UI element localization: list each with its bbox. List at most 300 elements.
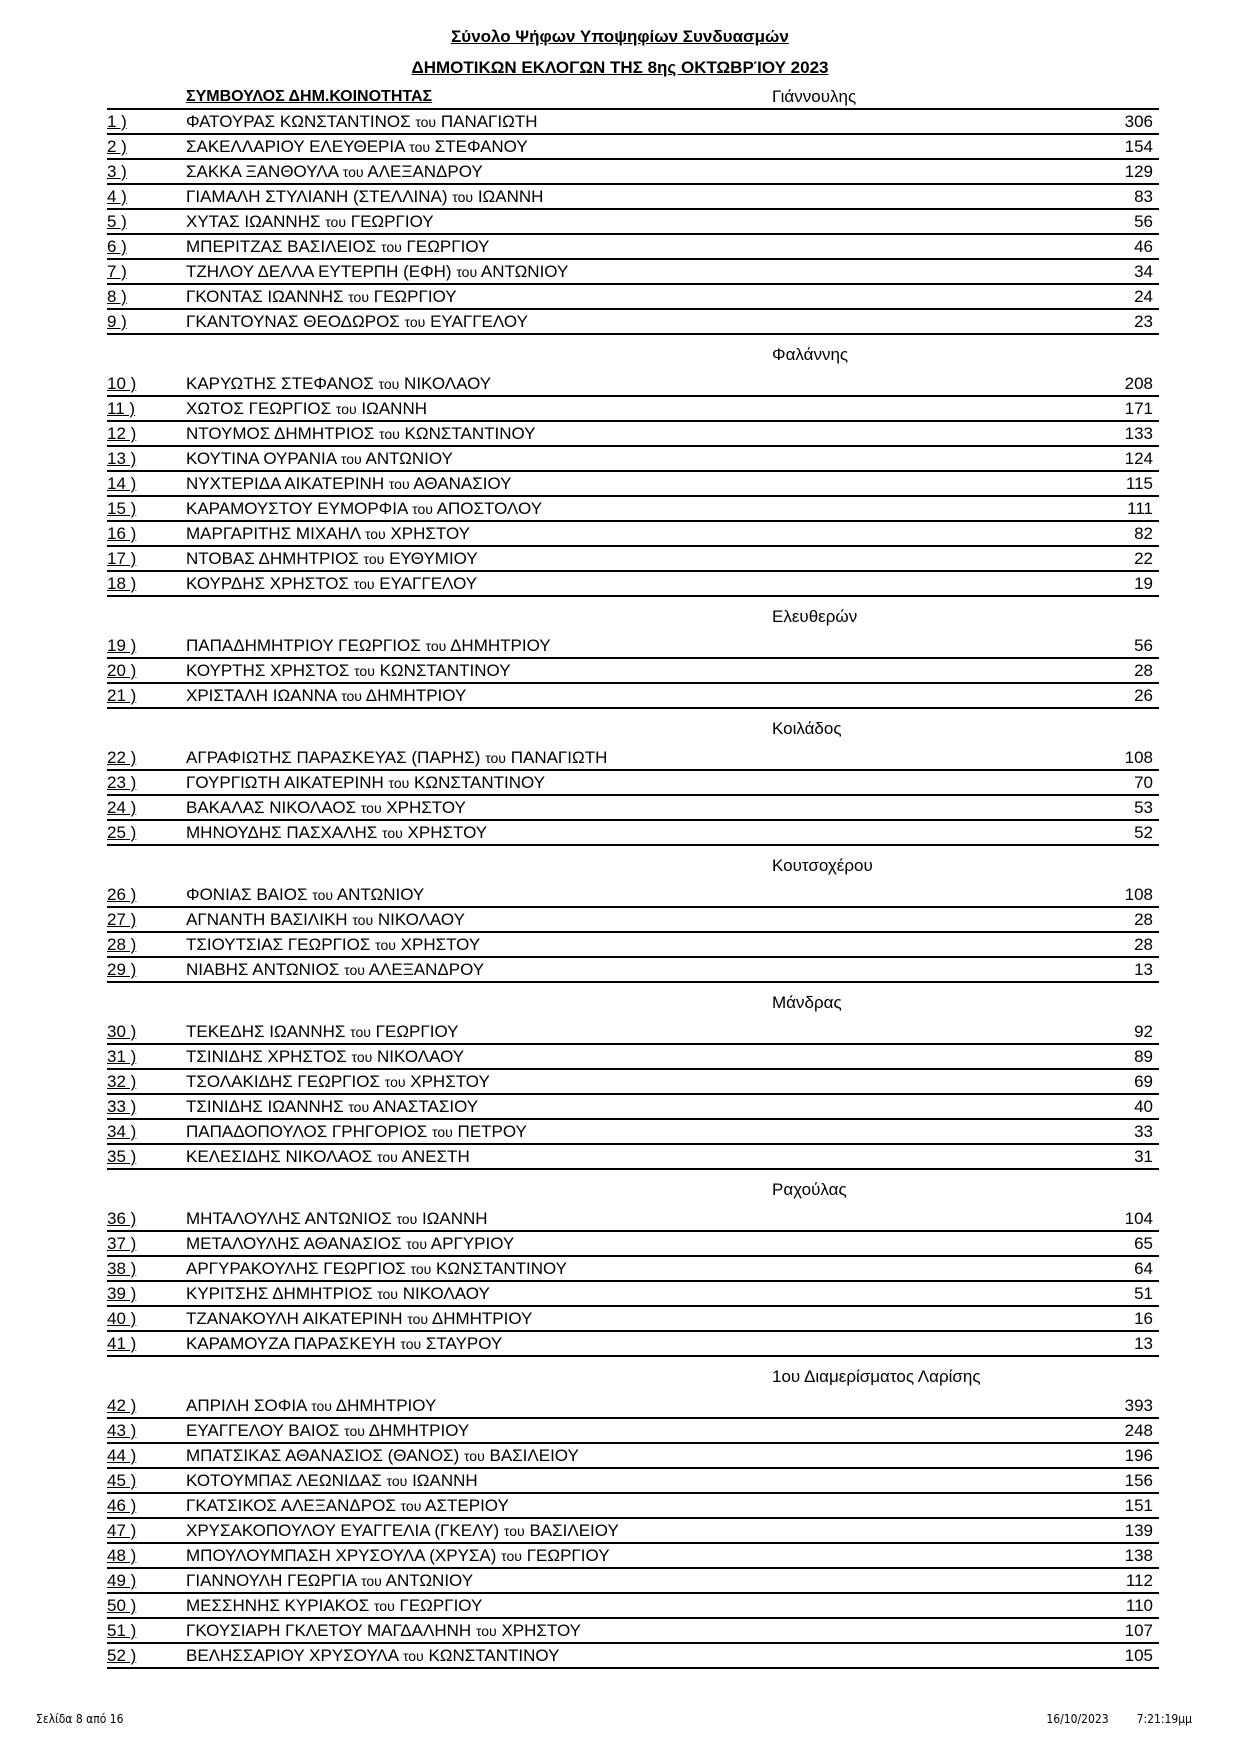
connector-word: του <box>340 451 362 467</box>
candidate-surname: ΧΩΤΟΣ ΓΕΩΡΓΙΟΣ <box>186 399 332 418</box>
connector-word: του <box>352 912 374 928</box>
candidate-name <box>186 1332 502 1356</box>
vote-count: 139 <box>1124 1521 1153 1540</box>
candidate-surname: ΦΑΤΟΥΡΑΣ ΚΩΝΣΤΑΝΤΙΝΟΣ <box>186 112 411 131</box>
candidate-rank: 43 ) <box>107 1421 137 1440</box>
candidate-surname: ΠΑΠΑΔΗΜΗΤΡΙΟΥ ΓΕΩΡΓΙΟΣ <box>186 636 421 655</box>
candidate-rank: 22 ) <box>107 748 137 767</box>
candidate-rank: 14 ) <box>107 474 137 493</box>
connector-word: του <box>363 551 385 567</box>
candidate-surname: ΝΤΟΒΑΣ ΔΗΜΗΤΡΙΟΣ <box>186 549 359 568</box>
candidate-name <box>186 397 427 421</box>
table-row <box>107 572 1159 597</box>
candidate-name <box>186 285 457 309</box>
vote-count: 196 <box>1124 1446 1153 1465</box>
candidate-rank: 49 ) <box>107 1571 137 1590</box>
groups-container <box>107 110 1159 1669</box>
column-label: ΣΥΜΒΟΥΛΟΣ ΔΗΜ.ΚΟΙΝΟΤΗΤΑΣ <box>186 88 433 105</box>
table-row <box>107 1332 1159 1357</box>
community-name: Κουτσοχέρου <box>772 856 873 875</box>
connector-word: του <box>373 1598 395 1614</box>
table-row <box>107 522 1159 547</box>
candidate-name <box>186 1519 619 1543</box>
connector-word: του <box>311 1398 332 1414</box>
candidate-surname: ΒΕΛΗΣΣΑΡΙΟΥ ΧΡΥΣΟΥΛΑ <box>186 1646 399 1665</box>
candidate-surname: ΜΑΡΓΑΡΙΤΗΣ ΜΙΧΑΗΛ <box>186 524 361 543</box>
candidate-rank: 47 ) <box>107 1521 137 1540</box>
table-row <box>107 1519 1159 1544</box>
table-row <box>107 310 1159 335</box>
candidate-rank: 40 ) <box>107 1309 137 1328</box>
table-row <box>107 1257 1159 1282</box>
candidate-name <box>186 1419 469 1443</box>
candidate-surname: ΓΙΑΝΝΟΥΛΗ ΓΕΩΡΓΙΑ <box>186 1571 357 1590</box>
table-row <box>107 1544 1159 1569</box>
candidate-surname: ΤΣΟΛΑΚΙΔΗΣ ΓΕΩΡΓΙΟΣ <box>186 1072 380 1091</box>
candidate-rank: 38 ) <box>107 1259 137 1278</box>
candidate-father-name: ΒΑΣΙΛΕΙΟΥ <box>489 1446 579 1465</box>
table-row <box>107 1045 1159 1070</box>
connector-word: του <box>342 164 364 180</box>
candidate-father-name: ΑΛΕΞΑΝΔΡΟΥ <box>367 162 483 181</box>
candidate-rank: 4 ) <box>107 187 127 206</box>
candidate-surname: ΓΚΑΤΣΙΚΟΣ ΑΛΕΞΑΝΔΡΟΣ <box>186 1496 396 1515</box>
table-row <box>107 958 1159 983</box>
connector-word: του <box>404 314 426 330</box>
connector-word: του <box>351 1049 373 1065</box>
document-subtitle: ΔΗΜΟΤΙΚΩΝ ΕΚΛΟΓΩΝ ΤΗΣ 8ης ΟΚΤΩΒΡΊΟΥ 2023 <box>411 58 829 77</box>
vote-count: 306 <box>1124 112 1153 131</box>
candidate-surname: ΜΗΤΑΛΟΥΛΗΣ ΑΝΤΩΝΙΟΣ <box>186 1209 392 1228</box>
vote-count: 110 <box>1125 1596 1153 1615</box>
table-row <box>107 210 1159 235</box>
candidate-name <box>186 235 489 259</box>
vote-count: 52 <box>1134 823 1153 842</box>
table-row <box>107 1469 1159 1494</box>
candidate-name <box>186 310 528 334</box>
community-group-header <box>107 597 1159 634</box>
connector-word: του <box>312 887 334 903</box>
candidate-rank: 44 ) <box>107 1446 137 1465</box>
candidate-surname: ΧΥΤΑΣ ΙΩΑΝΝΗΣ <box>186 212 321 231</box>
candidate-surname: ΜΕΤΑΛΟΥΛΗΣ ΑΘΑΝΑΣΙΟΣ <box>186 1234 402 1253</box>
candidate-father-name: ΙΩΑΝΝΗ <box>421 1209 488 1228</box>
table-row <box>107 1070 1159 1095</box>
candidate-rank: 35 ) <box>107 1147 137 1166</box>
candidate-rank: 6 ) <box>107 237 127 256</box>
candidate-father-name: ΚΩΝΣΤΑΝΤΙΝΟΥ <box>428 1646 560 1665</box>
candidate-rank: 23 ) <box>107 773 137 792</box>
connector-word: του <box>475 1623 497 1639</box>
vote-count: 13 <box>1134 960 1153 979</box>
candidate-rank: 2 ) <box>107 137 127 156</box>
candidate-surname: ΓΙΑΜΑΛΗ ΣΤΥΛΙΑΝΗ (ΣΤΕΛΛΙΝΑ) <box>186 187 448 206</box>
candidate-name <box>186 260 568 284</box>
candidate-name <box>186 185 543 209</box>
connector-word: του <box>388 775 410 791</box>
candidate-name <box>186 908 465 932</box>
candidate-surname: ΤΣΙΟΥΤΣΙΑΣ ΓΕΩΡΓΙΟΣ <box>186 935 371 954</box>
table-row <box>107 235 1159 260</box>
candidate-name <box>186 1469 478 1493</box>
table-row <box>107 684 1159 709</box>
connector-word: του <box>384 1074 406 1090</box>
table-row <box>107 1594 1159 1619</box>
vote-count: 24 <box>1134 287 1153 306</box>
candidate-name <box>186 1207 488 1231</box>
vote-count: 112 <box>1125 1571 1153 1590</box>
candidate-name <box>186 135 528 159</box>
connector-word: του <box>400 1498 422 1514</box>
candidate-rank: 19 ) <box>107 636 137 655</box>
vote-count: 108 <box>1124 885 1153 904</box>
candidate-name <box>186 771 545 795</box>
connector-word: του <box>410 1261 432 1277</box>
connector-word: του <box>378 376 400 392</box>
vote-count: 83 <box>1134 187 1153 206</box>
candidate-name <box>186 1045 464 1069</box>
community-name: Γιάννουλης <box>772 87 857 106</box>
candidate-name <box>186 684 466 708</box>
candidate-surname: ΚΑΡΥΩΤΗΣ ΣΤΕΦΑΝΟΣ <box>186 374 374 393</box>
table-row <box>107 447 1159 472</box>
table-row <box>107 497 1159 522</box>
candidate-rank: 9 ) <box>107 312 127 331</box>
candidate-rank: 3 ) <box>107 162 127 181</box>
candidate-rank: 8 ) <box>107 287 127 306</box>
candidate-rank: 33 ) <box>107 1097 137 1116</box>
print-timestamp <box>1046 1712 1192 1726</box>
candidate-father-name: ΚΩΝΣΤΑΝΤΙΝΟΥ <box>414 773 546 792</box>
candidate-rank: 20 ) <box>107 661 137 680</box>
candidate-rank: 12 ) <box>107 424 137 443</box>
candidate-name <box>186 659 511 683</box>
connector-word: του <box>348 289 369 305</box>
table-row <box>107 771 1159 796</box>
candidate-surname: ΚΥΡΙΤΣΗΣ ΔΗΜΗΤΡΙΟΣ <box>186 1284 373 1303</box>
vote-count: 28 <box>1134 910 1153 929</box>
connector-word: του <box>409 139 431 155</box>
vote-count: 69 <box>1134 1072 1153 1091</box>
connector-word: του <box>501 1548 522 1564</box>
connector-word: του <box>341 688 362 704</box>
candidate-name <box>186 372 491 396</box>
candidate-father-name: ΙΩΑΝΝΗ <box>412 1471 478 1490</box>
candidate-father-name: ΑΝΤΩΝΙΟΥ <box>480 262 569 281</box>
candidate-father-name: ΓΕΩΡΓΙΟΥ <box>526 1546 610 1565</box>
table-row <box>107 1444 1159 1469</box>
page-number: Σελίδα 8 από 16 <box>36 1712 124 1726</box>
candidate-father-name: ΙΩΑΝΝΗ <box>477 187 544 206</box>
vote-count: 92 <box>1134 1022 1153 1041</box>
candidate-father-name: ΕΥΑΓΓΕΛΟΥ <box>430 312 528 331</box>
candidate-surname: ΕΥΑΓΓΕΛΟΥ ΒΑΙΟΣ <box>186 1421 340 1440</box>
vote-count: 208 <box>1124 374 1153 393</box>
vote-count: 111 <box>1127 499 1153 518</box>
candidate-rank: 29 ) <box>107 960 137 979</box>
document-title: Σύνολο Ψήφων Υποψηφίων Συνδυασμών <box>451 27 789 46</box>
vote-count: 13 <box>1134 1334 1153 1353</box>
candidate-name <box>186 1232 514 1256</box>
vote-count: 23 <box>1134 312 1153 331</box>
candidate-name <box>186 1394 436 1418</box>
vote-count: 22 <box>1134 549 1153 568</box>
table-row <box>107 1020 1159 1045</box>
vote-count: 151 <box>1124 1496 1153 1515</box>
table-row <box>107 1494 1159 1519</box>
candidate-father-name: ΑΝΤΩΝΙΟΥ <box>336 885 425 904</box>
candidate-surname: ΤΣΙΝΙΔΗΣ ΧΡΗΣΤΟΣ <box>186 1047 347 1066</box>
table-row <box>107 135 1159 160</box>
candidate-surname: ΧΡΥΣΑΚΟΠΟΥΛΟΥ ΕΥΑΓΓΕΛΙΑ (ΓΚΕΛΥ) <box>186 1521 500 1540</box>
candidate-father-name: ΓΕΩΡΓΙΟΥ <box>373 287 457 306</box>
community-name: Μάνδρας <box>772 993 842 1012</box>
candidate-father-name: ΚΩΝΣΤΑΝΤΙΝΟΥ <box>404 424 536 443</box>
candidate-rank: 13 ) <box>107 449 137 468</box>
candidate-surname: ΠΑΠΑΔΟΠΟΥΛΟΣ ΓΡΗΓΟΡΙΟΣ <box>186 1122 428 1141</box>
vote-count: 65 <box>1134 1234 1153 1253</box>
table-row <box>107 160 1159 185</box>
connector-word: του <box>380 239 402 255</box>
community-group-header <box>107 983 1159 1020</box>
candidate-surname: ΤΖΗΛΟΥ ΔΕΛΛΑ ΕΥΤΕΡΠΗ (ΕΦΗ) <box>186 262 452 281</box>
candidate-name <box>186 883 424 907</box>
table-row <box>107 1120 1159 1145</box>
candidate-surname: ΚΟΥΡΔΗΣ ΧΡΗΣΤΟΣ <box>186 574 350 593</box>
candidate-surname: ΚΟΤΟΥΜΠΑΣ ΛΕΩΝΙΔΑΣ <box>186 1471 382 1490</box>
candidate-father-name: ΧΡΗΣΤΟΥ <box>390 524 471 543</box>
candidate-father-name: ΠΑΝΑΓΙΩΤΗ <box>510 748 608 767</box>
candidate-rank: 48 ) <box>107 1546 137 1565</box>
candidate-name <box>186 472 512 496</box>
candidate-rank: 31 ) <box>107 1047 137 1066</box>
vote-count: 19 <box>1134 574 1153 593</box>
connector-word: του <box>396 1211 418 1227</box>
candidate-surname: ΓΚΟΥΣΙΑΡΗ ΓΚΛΕΤΟΥ ΜΑΓΔΑΛΗΝΗ <box>186 1621 472 1640</box>
candidate-father-name: ΝΙΚΟΛΑΟΥ <box>377 1047 465 1066</box>
candidate-rank: 24 ) <box>107 798 137 817</box>
connector-word: του <box>425 638 447 654</box>
candidate-surname: ΣΑΚΚΑ ΞΑΝΘΟΥΛΑ <box>186 162 339 181</box>
vote-count: 108 <box>1124 748 1153 767</box>
community-group-header <box>107 1357 1159 1394</box>
connector-word: του <box>379 426 400 442</box>
candidate-name <box>186 447 453 471</box>
candidate-father-name: ΒΑΣΙΛΕΙΟΥ <box>529 1521 619 1540</box>
candidate-surname: ΚΑΡΑΜΟΥΖΑ ΠΑΡΑΣΚΕΥΗ <box>186 1334 396 1353</box>
connector-word: του <box>354 663 375 679</box>
candidate-surname: ΤΖΑΝΑΚΟΥΛΗ ΑΙΚΑΤΕΡΙΝΗ <box>186 1309 403 1328</box>
vote-count: 248 <box>1124 1421 1153 1440</box>
connector-word: του <box>360 800 382 816</box>
table-row <box>107 1619 1159 1644</box>
vote-count: 16 <box>1134 1309 1153 1328</box>
candidate-father-name: ΔΗΜΗΤΡΙΟΥ <box>450 636 551 655</box>
candidate-name <box>186 1544 610 1568</box>
candidate-father-name: ΓΕΩΡΓΙΟΥ <box>399 1596 483 1615</box>
table-row <box>107 1419 1159 1444</box>
candidate-surname: ΧΡΙΣΤΑΛΗ ΙΩΑΝΝΑ <box>186 686 337 705</box>
table-row <box>107 397 1159 422</box>
table-row <box>107 883 1159 908</box>
vote-count: 105 <box>1124 1646 1153 1665</box>
candidate-rank: 27 ) <box>107 910 137 929</box>
table-row <box>107 547 1159 572</box>
table-row <box>107 1394 1159 1419</box>
vote-count: 124 <box>1124 449 1153 468</box>
candidate-rank: 45 ) <box>107 1471 137 1490</box>
vote-count: 26 <box>1134 686 1153 705</box>
candidate-rank: 34 ) <box>107 1122 137 1141</box>
candidate-rank: 7 ) <box>107 262 127 281</box>
candidate-name <box>186 1145 470 1169</box>
candidate-name <box>186 422 536 446</box>
table-row <box>107 796 1159 821</box>
connector-word: του <box>412 501 433 517</box>
candidate-rank: 21 ) <box>107 686 137 705</box>
table-row <box>107 1095 1159 1120</box>
candidate-name <box>186 210 434 234</box>
connector-word: του <box>377 1149 398 1165</box>
candidate-name <box>186 110 538 134</box>
candidate-name <box>186 933 480 957</box>
candidate-surname: ΤΕΚΕΔΗΣ ΙΩΑΝΝΗΣ <box>186 1022 346 1041</box>
candidate-surname: ΓΚΑΝΤΟΥΝΑΣ ΘΕΟΔΩΡΟΣ <box>186 312 400 331</box>
vote-count: 40 <box>1134 1097 1153 1116</box>
candidate-father-name: ΣΤΑΥΡΟΥ <box>425 1334 503 1353</box>
table-row <box>107 933 1159 958</box>
vote-count: 33 <box>1134 1122 1153 1141</box>
candidate-name <box>186 1120 527 1144</box>
candidate-name <box>186 1307 532 1331</box>
community-group-header <box>107 335 1159 372</box>
candidate-name <box>186 1644 559 1668</box>
candidate-rank: 26 ) <box>107 885 137 904</box>
table-row <box>107 422 1159 447</box>
connector-word: του <box>350 1024 371 1040</box>
candidate-father-name: ΝΙΚΟΛΑΟΥ <box>377 910 465 929</box>
community-name: Κοιλάδος <box>772 719 842 738</box>
vote-count: 107 <box>1124 1621 1153 1640</box>
candidate-father-name: ΠΕΤΡΟΥ <box>457 1122 527 1141</box>
candidate-name <box>186 522 470 546</box>
candidate-surname: ΑΠΡΙΛΗ ΣΟΦΙΑ <box>186 1396 307 1415</box>
candidate-father-name: ΑΝΕΣΤΗ <box>401 1147 470 1166</box>
candidate-surname: ΚΕΛΕΣΙΔΗΣ ΝΙΚΟΛΑΟΣ <box>186 1147 373 1166</box>
candidate-name <box>186 958 484 982</box>
candidate-father-name: ΑΝΤΩΝΙΟΥ <box>385 1571 474 1590</box>
candidate-father-name: ΚΩΝΣΤΑΝΤΙΝΟΥ <box>379 661 511 680</box>
vote-count: 89 <box>1134 1047 1153 1066</box>
candidate-name <box>186 547 478 571</box>
table-row <box>107 1282 1159 1307</box>
vote-count: 51 <box>1134 1284 1153 1303</box>
candidate-father-name: ΓΕΩΡΓΙΟΥ <box>406 237 490 256</box>
vote-count: 46 <box>1134 237 1153 256</box>
table-row <box>107 285 1159 310</box>
table-row <box>107 260 1159 285</box>
vote-count: 31 <box>1134 1147 1153 1166</box>
vote-count: 28 <box>1134 935 1153 954</box>
connector-word: του <box>407 1311 429 1327</box>
candidate-surname: ΜΠΟΥΛΟΥΜΠΑΣΗ ΧΡΥΣΟΥΛΑ (ΧΡΥΣΑ) <box>186 1546 497 1565</box>
candidate-father-name: ΑΛΕΞΑΝΔΡΟΥ <box>368 960 485 979</box>
table-row <box>107 185 1159 210</box>
candidate-name <box>186 821 487 845</box>
candidate-father-name: ΠΑΝΑΓΙΩΤΗ <box>440 112 538 131</box>
connector-word: του <box>348 1099 370 1115</box>
candidate-father-name: ΧΡΗΣΤΟΥ <box>386 798 466 817</box>
connector-word: του <box>463 1448 485 1464</box>
candidate-rank: 32 ) <box>107 1072 137 1091</box>
vote-count: 53 <box>1134 798 1153 817</box>
candidate-father-name: ΑΝΤΩΝΙΟΥ <box>365 449 453 468</box>
candidate-surname: ΜΠΑΤΣΙΚΑΣ ΑΘΑΝΑΣΙΟΣ (ΘΑΝΟΣ) <box>186 1446 460 1465</box>
candidate-rank: 15 ) <box>107 499 137 518</box>
candidate-name <box>186 1619 581 1643</box>
candidate-name <box>186 634 551 658</box>
candidate-name <box>186 796 466 820</box>
vote-count: 133 <box>1124 424 1153 443</box>
candidate-surname: ΣΑΚΕΛΛΑΡΙΟΥ ΕΛΕΥΘΕΡΙΑ <box>186 137 405 156</box>
candidate-father-name: ΧΡΗΣΤΟΥ <box>410 1072 490 1091</box>
print-time: 7:21:19μμ <box>1136 1712 1192 1726</box>
candidate-surname: ΜΕΣΣΗΝΗΣ ΚΥΡΙΑΚΟΣ <box>186 1596 370 1615</box>
candidate-name <box>186 572 477 596</box>
connector-word: του <box>364 526 386 542</box>
community-name: Ραχούλας <box>772 1180 847 1199</box>
candidate-rank: 16 ) <box>107 524 137 543</box>
candidate-father-name: ΔΗΜΗΤΡΙΟΥ <box>368 1421 470 1440</box>
candidate-father-name: ΙΩΑΝΝΗ <box>361 399 428 418</box>
vote-count: 82 <box>1134 524 1153 543</box>
candidate-surname: ΑΓΝΑΝΤΗ ΒΑΣΙΛΙΚΗ <box>186 910 348 929</box>
connector-word: του <box>344 1423 365 1439</box>
candidate-surname: ΦΟΝΙΑΣ ΒΑΙΟΣ <box>186 885 308 904</box>
candidate-father-name: ΑΡΓΥΡΙΟΥ <box>430 1234 515 1253</box>
community-group-header <box>107 846 1159 883</box>
table-row <box>107 1145 1159 1170</box>
candidate-name <box>186 1257 567 1281</box>
connector-word: του <box>361 1573 382 1589</box>
connector-word: του <box>402 1648 424 1664</box>
connector-word: του <box>386 1473 408 1489</box>
candidate-father-name: ΕΥΘΥΜΙΟΥ <box>389 549 478 568</box>
candidate-name <box>186 1444 579 1468</box>
candidate-surname: ΚΟΥΤΙΝΑ ΟΥΡΑΝΙΑ <box>186 449 337 468</box>
candidate-rank: 10 ) <box>107 374 137 393</box>
candidate-father-name: ΔΗΜΗΤΡΙΟΥ <box>365 686 467 705</box>
candidate-rank: 25 ) <box>107 823 137 842</box>
candidate-father-name: ΔΗΜΗΤΡΙΟΥ <box>335 1396 437 1415</box>
connector-word: του <box>406 1236 427 1252</box>
results-table <box>107 86 1159 1669</box>
candidate-father-name: ΑΠΟΣΤΟΛΟΥ <box>436 499 543 518</box>
connector-word: του <box>344 962 365 978</box>
candidate-father-name: ΣΤΕΦΑΝΟΥ <box>434 137 528 156</box>
candidate-rank: 37 ) <box>107 1234 137 1253</box>
table-row <box>107 110 1159 135</box>
vote-count: 28 <box>1134 661 1153 680</box>
candidate-surname: ΓΟΥΡΓΙΩΤΗ ΑΙΚΑΤΕΡΙΝΗ <box>186 773 384 792</box>
candidate-father-name: ΝΙΚΟΛΑΟΥ <box>404 374 492 393</box>
candidate-father-name: ΑΝΑΣΤΑΣΙΟΥ <box>372 1097 479 1116</box>
candidate-father-name: ΝΙΚΟΛΑΟΥ <box>402 1284 490 1303</box>
vote-count: 138 <box>1124 1546 1153 1565</box>
community-name: Φαλάννης <box>772 345 849 364</box>
candidate-rank: 39 ) <box>107 1284 137 1303</box>
candidate-surname: ΝΙΑΒΗΣ ΑΝΤΩΝΙΟΣ <box>186 960 340 979</box>
